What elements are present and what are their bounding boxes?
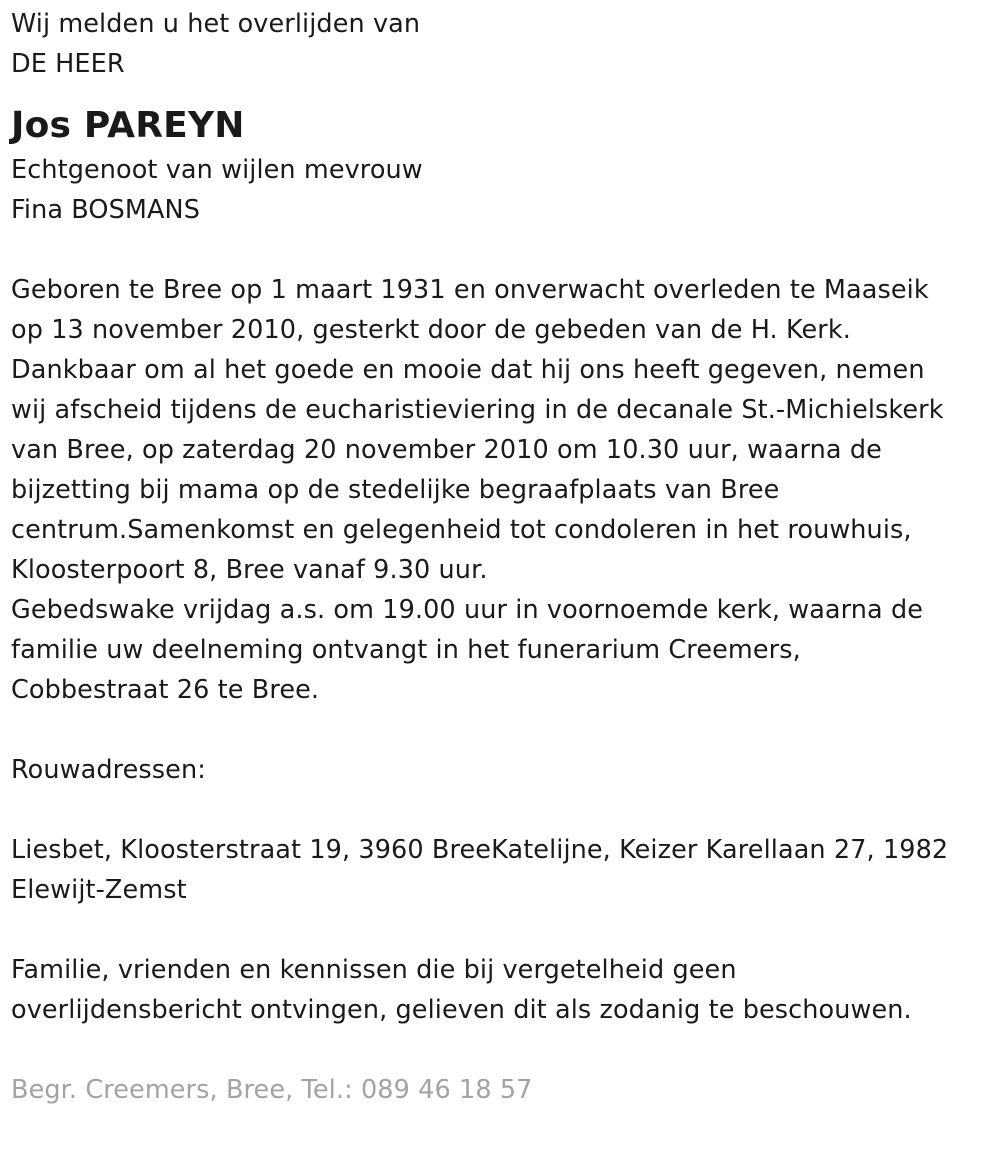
body-line: Kloosterpoort 8, Bree vanaf 9.30 uur. bbox=[11, 555, 488, 585]
closing-line: overlijdensbericht ontvingen, gelieven dit als zodanig te beschouwen. bbox=[11, 995, 912, 1025]
spacer bbox=[11, 790, 989, 830]
spacer bbox=[11, 1030, 989, 1070]
body-line: Cobbestraat 26 te Bree. bbox=[11, 675, 320, 705]
addresses-heading: Rouwadressen: bbox=[11, 755, 206, 785]
body-line: familie uw deelneming ontvangt in het funerarium Creemers, bbox=[11, 635, 801, 665]
address-line: Liesbet, Kloosterstraat 19, 3960 BreeKatelijne, Keizer Karellaan 27, 1982 bbox=[11, 835, 949, 865]
body-line: wij afscheid tijdens de eucharistieviering in de decanale St.-Michielskerk bbox=[11, 395, 944, 425]
body-line: Geboren te Bree op 1 maart 1931 en onverwacht overleden te Maaseik bbox=[11, 275, 929, 305]
body-paragraph bbox=[11, 270, 989, 710]
body-line: Dankbaar om al het goede en mooie dat hij ons heeft gegeven, nemen bbox=[11, 355, 925, 385]
spacer bbox=[11, 910, 989, 950]
spacer bbox=[11, 230, 989, 270]
title-text: DE HEER bbox=[11, 49, 125, 79]
deceased-name: Jos PAREYN bbox=[11, 105, 245, 146]
closing-line: Familie, vrienden en kennissen die bij vergetelheid geen bbox=[11, 955, 737, 985]
spacer bbox=[11, 710, 989, 750]
spouse-line: Echtgenoot van wijlen mevrouw bbox=[11, 155, 423, 185]
body-line: Gebedswake vrijdag a.s. om 19.00 uur in voornoemde kerk, waarna de bbox=[11, 595, 924, 625]
undertaker-contact: Begr. Creemers, Bree, Tel.: 089 46 18 57 bbox=[11, 1075, 533, 1105]
spouse-name: Fina BOSMANS bbox=[11, 195, 201, 225]
body-line: centrum.Samenkomst en gelegenheid tot condoleren in het rouwhuis, bbox=[11, 515, 912, 545]
address-line: Elewijt-Zemst bbox=[11, 875, 187, 905]
body-line: op 13 november 2010, gesterkt door de gebeden van de H. Kerk. bbox=[11, 315, 851, 345]
body-line: van Bree, op zaterdag 20 november 2010 om 10.30 uur, waarna de bbox=[11, 435, 882, 465]
body-line: bijzetting bij mama op de stedelijke begraafplaats van Bree bbox=[11, 475, 780, 505]
intro-text: Wij melden u het overlijden van bbox=[11, 9, 421, 39]
